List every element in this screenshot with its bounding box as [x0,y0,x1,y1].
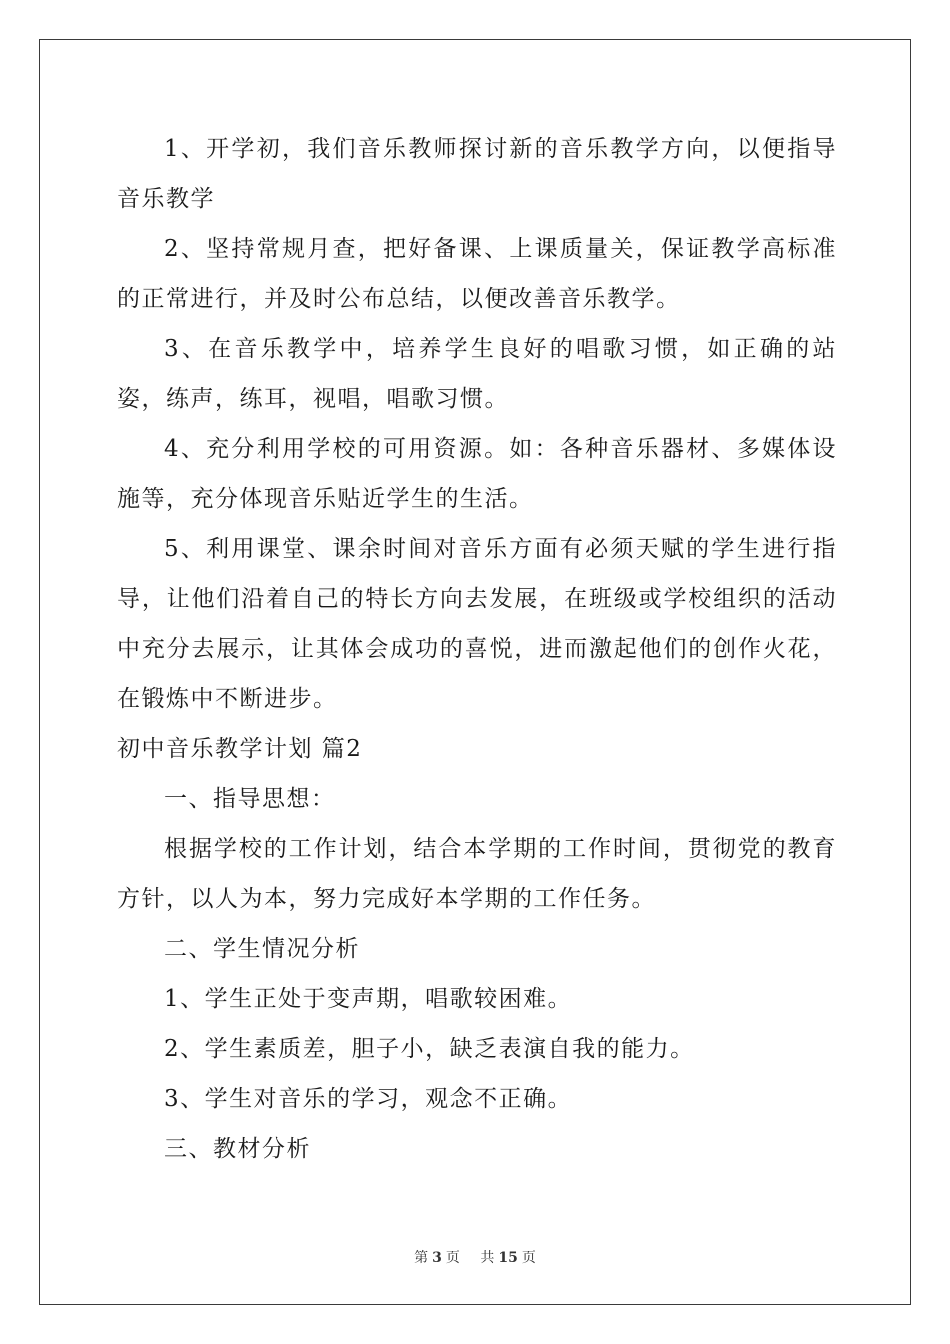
paragraph-guiding-ideology: 根据学校的工作计划，结合本学期的工作时间，贯彻党的教育方针，以人为本，努力完成好本学期的工作任务。 [117,836,837,912]
page-number [410,1250,464,1266]
total-count: 15 [498,1250,518,1266]
heading-student-analysis: 二、学生情况分析 [164,936,360,962]
heading-guiding-ideology: 一、指导思想： [164,786,336,812]
student-analysis-item-1: 1、学生正处于变声期，唱歌较困难。 [164,986,573,1012]
page-suffix: 页 [445,1250,460,1266]
paragraph-1: 1、开学初，我们音乐教师探讨新的音乐教学方向，以便指导音乐教学 [117,136,837,212]
page-total [476,1250,539,1266]
heading-textbook-analysis: 三、教材分析 [164,1136,311,1162]
total-suffix: 页 [521,1250,536,1266]
page-current: 3 [432,1250,442,1266]
page-footer [0,1247,950,1267]
section-title: 初中音乐教学计划 篇2 [117,736,363,762]
paragraph-4: 4、充分利用学校的可用资源。如：各种音乐器材、多媒体设施等，充分体现音乐贴近学生的生活。 [117,436,837,512]
paragraph-5: 5、利用课堂、课余时间对音乐方面有必须天赋的学生进行指导，让他们沿着自己的特长方向去发展，在班级或学校组织的活动中充分去展示，让其体会成功的喜悦，进而激起他们的创作火花，在锻炼中不断进步。 [117,536,837,712]
student-analysis-item-2: 2、学生素质差，胆子小，缺乏表演自我的能力。 [164,1036,695,1062]
total-prefix: 共 [480,1250,495,1266]
page-prefix: 第 [414,1250,429,1266]
document-body [117,124,837,1174]
paragraph-3: 3、在音乐教学中，培养学生良好的唱歌习惯，如正确的站姿，练声，练耳，视唱，唱歌习惯。 [117,336,837,412]
paragraph-2: 2、坚持常规月查，把好备课、上课质量关，保证教学高标准的正常进行，并及时公布总结，以便改善音乐教学。 [117,236,837,312]
student-analysis-item-3: 3、学生对音乐的学习，观念不正确。 [164,1086,573,1112]
